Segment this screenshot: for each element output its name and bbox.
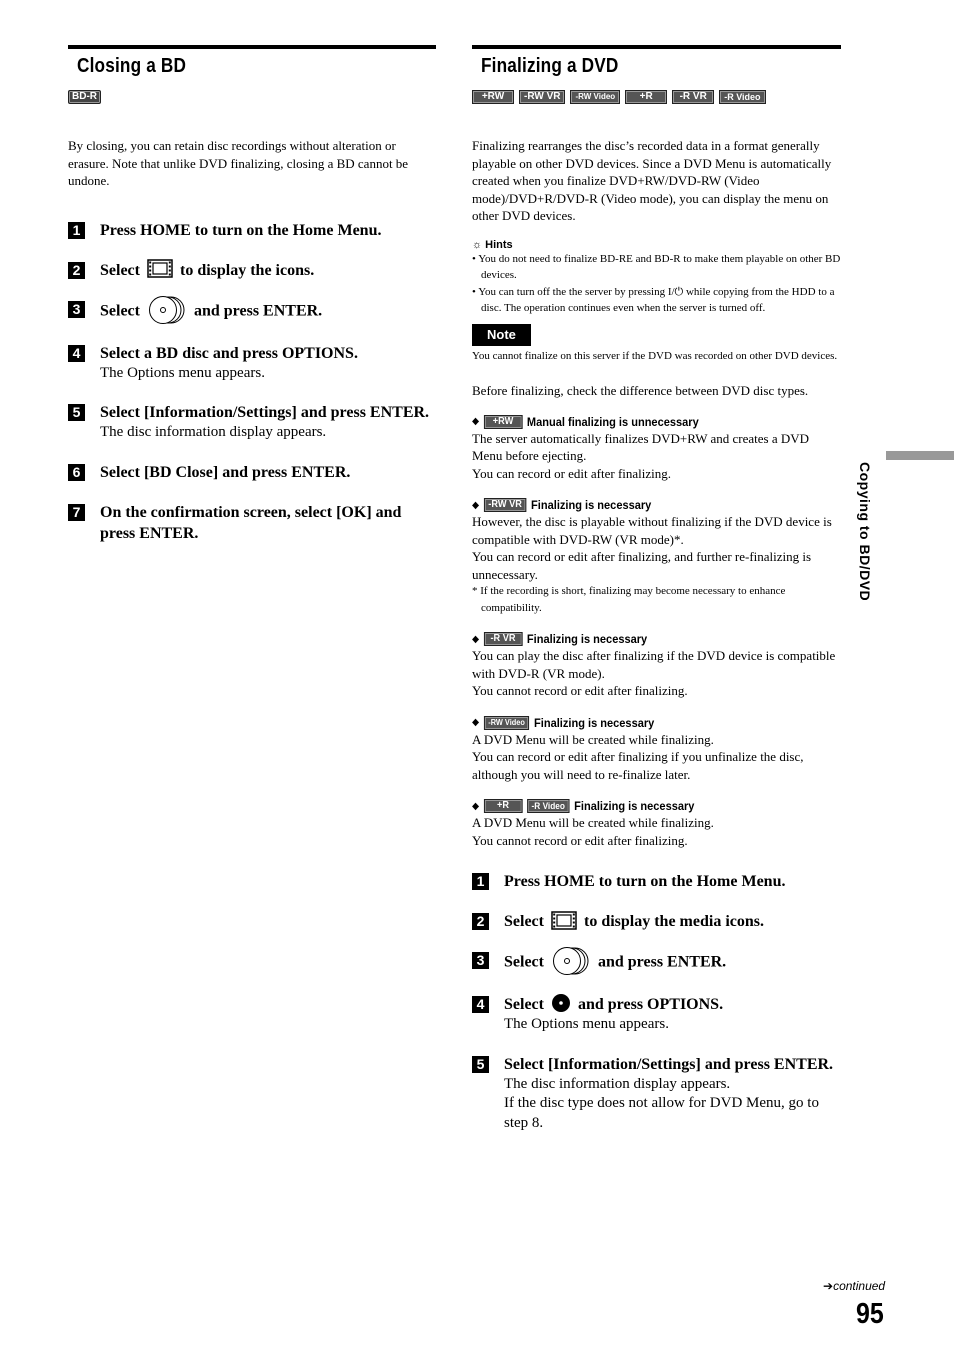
hint-item: • You can turn off the the server by pressing I/⏻ while copying from the HDD to a disc. The operation continues even when the server is turned off.: [472, 285, 835, 314]
step-title: Select [Information/Settings] and press ENTER.: [100, 404, 430, 421]
before-text: Before finalizing, check the difference between DVD disc types.: [472, 383, 809, 398]
step-1: [68, 222, 436, 241]
disc-type-text: You cannot record or edit after finalizing.: [472, 683, 688, 698]
disc-type-heading: Finalizing is necessary: [534, 715, 655, 730]
section-title: Finalizing a DVD: [481, 55, 619, 77]
hints-title: Hints: [485, 238, 513, 251]
disc-type-minus-rw-video: [472, 715, 841, 784]
disc-type-plus-r-minus-r-video: [472, 798, 841, 849]
section-rule: [68, 45, 436, 49]
hint-text: You can turn off the the server by pressing I/⏻ while copying from the HDD to a disc. The operation continues even when the server is turned off.: [478, 285, 835, 314]
hint-text: You do not need to finalize BD-RE and BD-R to make them playable on other BD devices.: [478, 252, 841, 281]
disc-type-text: You can play the disc after finalizing if the DVD device is compatible with DVD-R (VR mode).: [472, 648, 836, 681]
step-number: 3: [68, 301, 85, 318]
step-desc: The Options menu appears.: [100, 364, 265, 381]
disc-stack-icon: [147, 295, 187, 325]
step-title: Press HOME to turn on the Home Menu.: [100, 221, 382, 239]
footnote: * If the recording is short, finalizing may become necessary to enhance compatibility.: [472, 585, 786, 614]
step-2: [68, 262, 436, 281]
disc-type-heading: Finalizing is necessary: [574, 799, 695, 813]
step-title-post: and press ENTER.: [597, 953, 727, 971]
diamond-icon: ◆: [472, 717, 480, 728]
step-number: 2: [472, 913, 489, 930]
page-number: 95: [856, 1298, 884, 1330]
step-3: [68, 301, 436, 325]
step-number: 4: [68, 345, 85, 362]
section-rule: [472, 45, 841, 49]
disc-badge: -R Video: [719, 90, 765, 104]
diamond-icon: ◆: [472, 633, 480, 645]
step-4: [472, 996, 841, 1035]
section-title: Closing a BD: [77, 55, 187, 77]
step-number: 1: [472, 873, 489, 890]
disc-badge: -R Video: [527, 799, 570, 813]
step-title: On the confirmation screen, select [OK] and press ENTER.: [100, 503, 402, 542]
note-box: [472, 324, 841, 365]
section-finalizing-dvd: [472, 45, 841, 1133]
step-desc: The Options menu appears.: [504, 1016, 669, 1032]
step-7: [68, 504, 436, 544]
disc-badge: -RW VR: [519, 90, 565, 104]
arrow-right-icon: ➔: [823, 1279, 834, 1293]
disc-badge: +RW: [484, 415, 523, 429]
step-desc: If the disc type does not allow for DVD Menu, go to step 8.: [504, 1095, 819, 1131]
continued-label: continued: [833, 1279, 886, 1293]
step-number: 5: [472, 1056, 489, 1073]
step-number: 4: [472, 996, 489, 1013]
disc-type-heading: Finalizing is necessary: [531, 498, 652, 512]
disc-badge: +R: [484, 799, 523, 813]
step-number: 1: [68, 222, 85, 239]
step-title-post: to display the media icons.: [583, 913, 764, 930]
diamond-icon: ◆: [472, 416, 480, 427]
continued-note: [823, 1279, 885, 1293]
film-icon: [551, 911, 577, 930]
step-desc: The disc information display appears.: [504, 1075, 731, 1092]
disc-type-minus-r-vr: [472, 631, 841, 700]
disc-badge: +R: [625, 90, 667, 104]
step-title-pre: Select: [100, 302, 140, 320]
disc-badge: BD-R: [68, 90, 101, 104]
step-title: Press HOME to turn on the Home Menu.: [504, 873, 786, 890]
step-number: 6: [68, 464, 85, 481]
dvd-disc-icon: [551, 993, 571, 1013]
step-2: [472, 913, 841, 932]
hints-box: [472, 239, 841, 317]
step-title: Select a BD disc and press OPTIONS.: [100, 344, 358, 362]
disc-type-text: A DVD Menu will be created while finalizing.: [472, 815, 714, 830]
intro-text: By closing, you can retain disc recordings without alteration or erasure. Note that unlike DVD finalizing, closing a BD cannot be undone.: [68, 138, 409, 188]
note-text: You cannot finalize on this server if the DVD was recorded on other DVD devices.: [472, 349, 838, 362]
step-title-post: and press ENTER.: [193, 302, 323, 320]
disc-type-plus-rw: [472, 414, 841, 483]
step-6: [68, 464, 436, 483]
step-title: Select [BD Close] and press ENTER.: [100, 463, 351, 481]
step-4: [68, 345, 436, 384]
diamond-icon: ◆: [472, 499, 480, 511]
step-title: Select [Information/Settings] and press ENTER.: [504, 1055, 834, 1073]
step-title-post: and press OPTIONS.: [577, 996, 724, 1013]
step-title-pre: Select: [100, 261, 140, 279]
step-title-pre: Select: [504, 953, 544, 971]
step-5: [472, 1056, 841, 1134]
film-icon: [147, 259, 173, 278]
side-tab: [857, 462, 879, 622]
step-number: 3: [472, 952, 489, 969]
disc-type-text: The server automatically finalizes DVD+RW and creates a DVD Menu before ejecting.: [472, 430, 810, 463]
disc-type-text: However, the disc is playable without finalizing if the DVD device is compatible with DVD-RW (VR mode)*.: [472, 514, 832, 547]
badge-row: [68, 90, 436, 104]
step-title-pre: Select: [504, 996, 544, 1013]
disc-type-text: A DVD Menu will be created while finalizing.: [472, 731, 714, 747]
disc-stack-icon: [551, 946, 591, 976]
step-1: [472, 873, 841, 892]
disc-type-text: You cannot record or edit after finalizing.: [472, 832, 688, 848]
disc-type-heading: Finalizing is necessary: [526, 632, 648, 646]
disc-badge: -R VR: [672, 90, 714, 104]
intro-text: Finalizing rearranges the disc’s recorded data in a format generally playable on other DVD devices. Since a DVD Menu is automatically created when you finalize DVD+RW/DVD-RW (Video mode)/DVD+R/DVD-R (Video mode), you can display the menu on other DVD devices.: [472, 138, 832, 223]
note-label: Note: [472, 324, 531, 346]
step-desc: The disc information display appears.: [100, 424, 327, 440]
disc-badge: -R VR: [484, 632, 523, 646]
disc-type-heading: Manual finalizing is unnecessary: [526, 414, 699, 429]
disc-badge: +RW: [472, 90, 514, 104]
hint-item: • You do not need to finalize BD-RE and BD-R to make them playable on other BD devices.: [472, 252, 841, 281]
step-title-post: to display the icons.: [179, 261, 315, 279]
disc-badge: -RW Video: [484, 716, 530, 730]
step-5: [68, 404, 436, 443]
step-number: 5: [68, 404, 85, 421]
disc-type-text: You can record or edit after finalizing.: [472, 465, 672, 481]
step-number: 7: [68, 504, 85, 521]
step-title-pre: Select: [504, 913, 544, 930]
disc-badge: -RW VR: [484, 498, 527, 512]
diamond-icon: ◆: [472, 800, 480, 812]
disc-type-text: You can record or edit after finalizing if you unfinalize the disc, although you will need to re-finalize later.: [472, 749, 804, 782]
disc-type-minus-rw-vr: [472, 497, 841, 616]
disc-badge: -RW Video: [570, 90, 620, 104]
side-tab-label: Copying to BD/DVD: [857, 462, 873, 602]
step-3: [472, 952, 841, 976]
lightbulb-icon: ☼: [472, 238, 483, 251]
disc-type-text: You can record or edit after finalizing, and further re-finalizing is unnecessary.: [472, 549, 812, 582]
badge-row: [472, 90, 841, 104]
step-number: 2: [68, 262, 85, 279]
side-tab-bar: [886, 451, 954, 460]
section-closing-bd: [68, 45, 436, 544]
